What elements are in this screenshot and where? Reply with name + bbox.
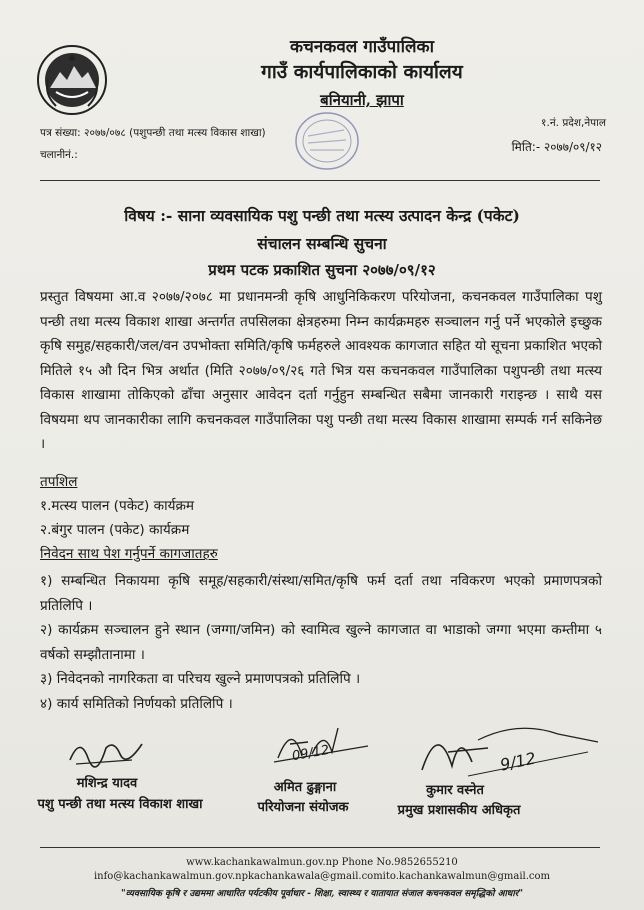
office-location: बनियानी, झापा — [320, 91, 404, 109]
signature-date: 9/12 — [498, 748, 538, 775]
document-item: ३) निवेदनको नागरिकता वा परिचय खुल्ने प्रमाणपत्रको प्रतिलिपि । — [40, 671, 361, 687]
signatory-name: अमित ढुङ्गाना — [273, 780, 337, 795]
program-item: २.बंगुर पालन (पकेट) कार्यक्रम — [40, 522, 190, 538]
dispatch-number: चलानीनं.: — [40, 149, 78, 161]
municipality-name: कचनकवल गाउँपालिका — [290, 37, 434, 57]
signatory-name: मशिन्द्र यादव — [76, 776, 138, 791]
signatory-name: कुमार वस्नेत — [426, 783, 484, 798]
document-item: ४) कार्य समितिको निर्णयको प्रतिलिपि । — [40, 695, 233, 712]
footer-divider — [40, 847, 600, 848]
notice-date: मिति:- २०७७/०९/१२ — [511, 140, 602, 154]
reference-number: पत्र संख्या: २०७७/०७८ (पशुपन्छी तथा मत्स्य विकास शाखा) — [40, 127, 266, 139]
document-item: २) कार्यक्रम सञ्चालन हुने स्थान (जग्गा/जमिन) को स्वामित्व खुल्ने कागजात वा भाडाको जग्गा भएमा कम्तीमा ५ वर्षको सम्झौतानामा । — [40, 622, 602, 663]
signatory-title: परियोजना संयोजक — [257, 800, 349, 815]
footer-slogan: "व्यवसायिक कृषि र उद्यममा आधारित पर्यटकीय पूर्वाधार - शिक्षा, स्वास्थ्य र यातायात संजाल कचनकवल समृद्धिको आधार" — [120, 889, 524, 899]
documents-heading: निवेदन साथ पेश गर्नुपर्ने कागजातहरु — [40, 546, 218, 562]
documents-list — [40, 569, 602, 716]
program-item: १.मत्स्य पालन (पकेट) कार्यक्रम — [40, 498, 195, 514]
signature-date: 09/12 — [290, 742, 331, 765]
signatory-title: पशु पन्छी तथा मत्स्य विकाश शाखा — [37, 797, 203, 812]
footer-emails: info@kachankawalmun.gov.npkachankawala@gmail.comito.kachankawalmun@gmail.com — [93, 871, 551, 882]
tapsil-heading: तपशिल — [40, 474, 78, 490]
document-item: १) सम्बन्धित निकायमा कृषि समूह/सहकारी/संस्था/समित/कृषि फर्म दर्ता तथा नविकरण भएको प्रमाणपत्रको प्रतिलिपि । — [40, 573, 602, 614]
province-label: १.नं. प्रदेश,नेपाल — [541, 117, 606, 129]
subject-subline: संचालन सम्बन्धि सुचना — [257, 234, 387, 253]
notice-body: प्रस्तुत विषयमा आ.व २०७७/२०७८ मा प्रधानमन्त्री कृषि आधुनिकिकरण परियोजना, कचनकवल गाउँपालिका पशु पन्छी तथा मत्स्य विकाश शाखा अन्तर्गत तपसिलका क्षेत्रहरुमा निम्न कार्यक्रमहरु सञ्चालन गर्नु पर्ने भएकोले इच्छुक कृषि समुह/सहकारी/जल/वन उपभोक्ता समिति/कृषि फर्महरुले आवश्यक कागजात सहित यो सूचना प्रकाशित भएको मितिले १५ औ दिन भित्र अर्थात (मिति २०७७/०९/२६ गते भित्र यस कचनकवल गाउँपालिका पशुपन्छी तथा मत्स्य विकास शाखामा तोकिएको ढाँचा अनुसार आवेदन दर्ता गर्नुहुन सम्बन्धित सबैमा जानकारी गराइन्छ । साथै यस विषयमा थप जानकारीका लागि कचनकवल गाउँपालिका पशु पन्छी तथा मत्स्य विकास शाखामा सम्पर्क गर्न सकिनेछ । — [40, 289, 602, 452]
subject-line: विषय :- साना व्यवसायिक पशु पन्छी तथा मत्स्य उत्पादन केन्द्र (पकेट) — [124, 206, 520, 225]
publication-note: प्रथम पटक प्रकाशित सुचना २०७७/०९/१२ — [208, 261, 436, 279]
signatory-title: प्रमुख प्रशासकीय अधिकृत — [397, 803, 521, 818]
office-name: गाउँ कार्यपालिकाको कार्यालय — [261, 61, 463, 83]
office-stamp — [294, 110, 360, 172]
header-divider — [40, 180, 600, 181]
signature-mark — [62, 730, 152, 770]
footer-website-phone: www.kachankawalmun.gov.np Phone No.9852655210 — [186, 857, 458, 868]
